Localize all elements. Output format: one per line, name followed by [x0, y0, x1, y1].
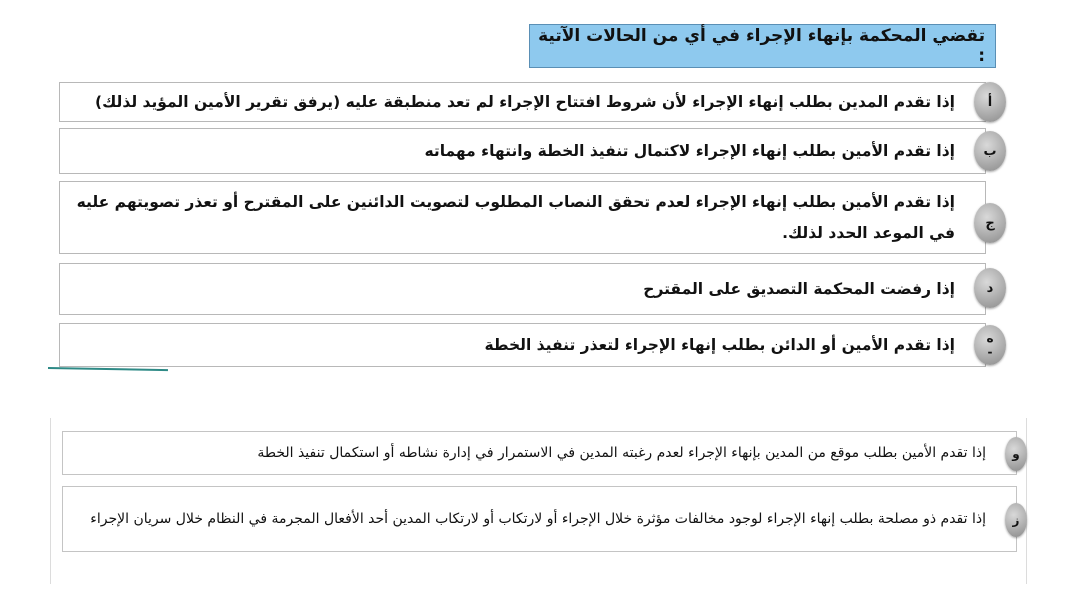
page-title — [529, 24, 996, 68]
letter-badge-b: ب — [974, 131, 1006, 171]
letter-badge-g: ز — [1005, 503, 1027, 537]
list-item-text: إذا رفضت المحكمة التصديق على المقترح — [643, 279, 955, 298]
list-item-c — [59, 181, 986, 254]
list-item-text: إذا تقدم الأمين بطلب إنهاء الإجراء لعدم تحقق النصاب المطلوب لتصويت الدائنين على المقترح أو تعذر تصويتهم عليه في الموعد الحدد لذلك. — [76, 192, 955, 242]
list-item-text: إذا تقدم الأمين بطلب إنهاء الإجراء لاكتمال تنفيذ الخطة وانتهاء مهماته — [424, 141, 955, 160]
letter-badge-e: ه - — [974, 325, 1006, 365]
list-item-a — [59, 82, 986, 122]
list-item-b — [59, 128, 986, 174]
list-item-text: إذا تقدم الأمين أو الدائن بطلب إنهاء الإجراء لتعذر تنفيذ الخطة — [484, 335, 955, 354]
list-item-e — [59, 323, 986, 367]
letter-badge-a: أ — [974, 82, 1006, 122]
letter-badge-f: و — [1005, 437, 1027, 471]
list-item-d — [59, 263, 986, 315]
list-item-text: إذا تقدم الأمين بطلب موقع من المدين بإنهاء الإجراء لعدم رغبته المدين في الاستمرار في إدارة نشاطه أو استكمال تنفيذ الخطة — [257, 445, 986, 461]
list-item-text: إذا تقدم ذو مصلحة بطلب إنهاء الإجراء لوجود مخالفات مؤثرة خلال الإجراء أو لارتكاب أو لارتكاب المدين أحد الأفعال المجرمة في النظام خلال سريان الإجراء — [90, 511, 986, 527]
divider-line — [48, 367, 168, 371]
list-item-g — [62, 486, 1017, 552]
list-item-f — [62, 431, 1017, 475]
letter-badge-d: د — [974, 268, 1006, 308]
page-title-text: تقضي المحكمة بإنهاء الإجراء في أي من الحالات الآتية : — [538, 26, 985, 66]
letter-badge-c: ج — [974, 203, 1006, 243]
list-item-text: إذا تقدم المدين بطلب إنهاء الإجراء لأن شروط افتتاح الإجراء لم تعد منطبقة عليه (يرفق تقرير الأمين المؤيد لذلك) — [95, 92, 955, 111]
